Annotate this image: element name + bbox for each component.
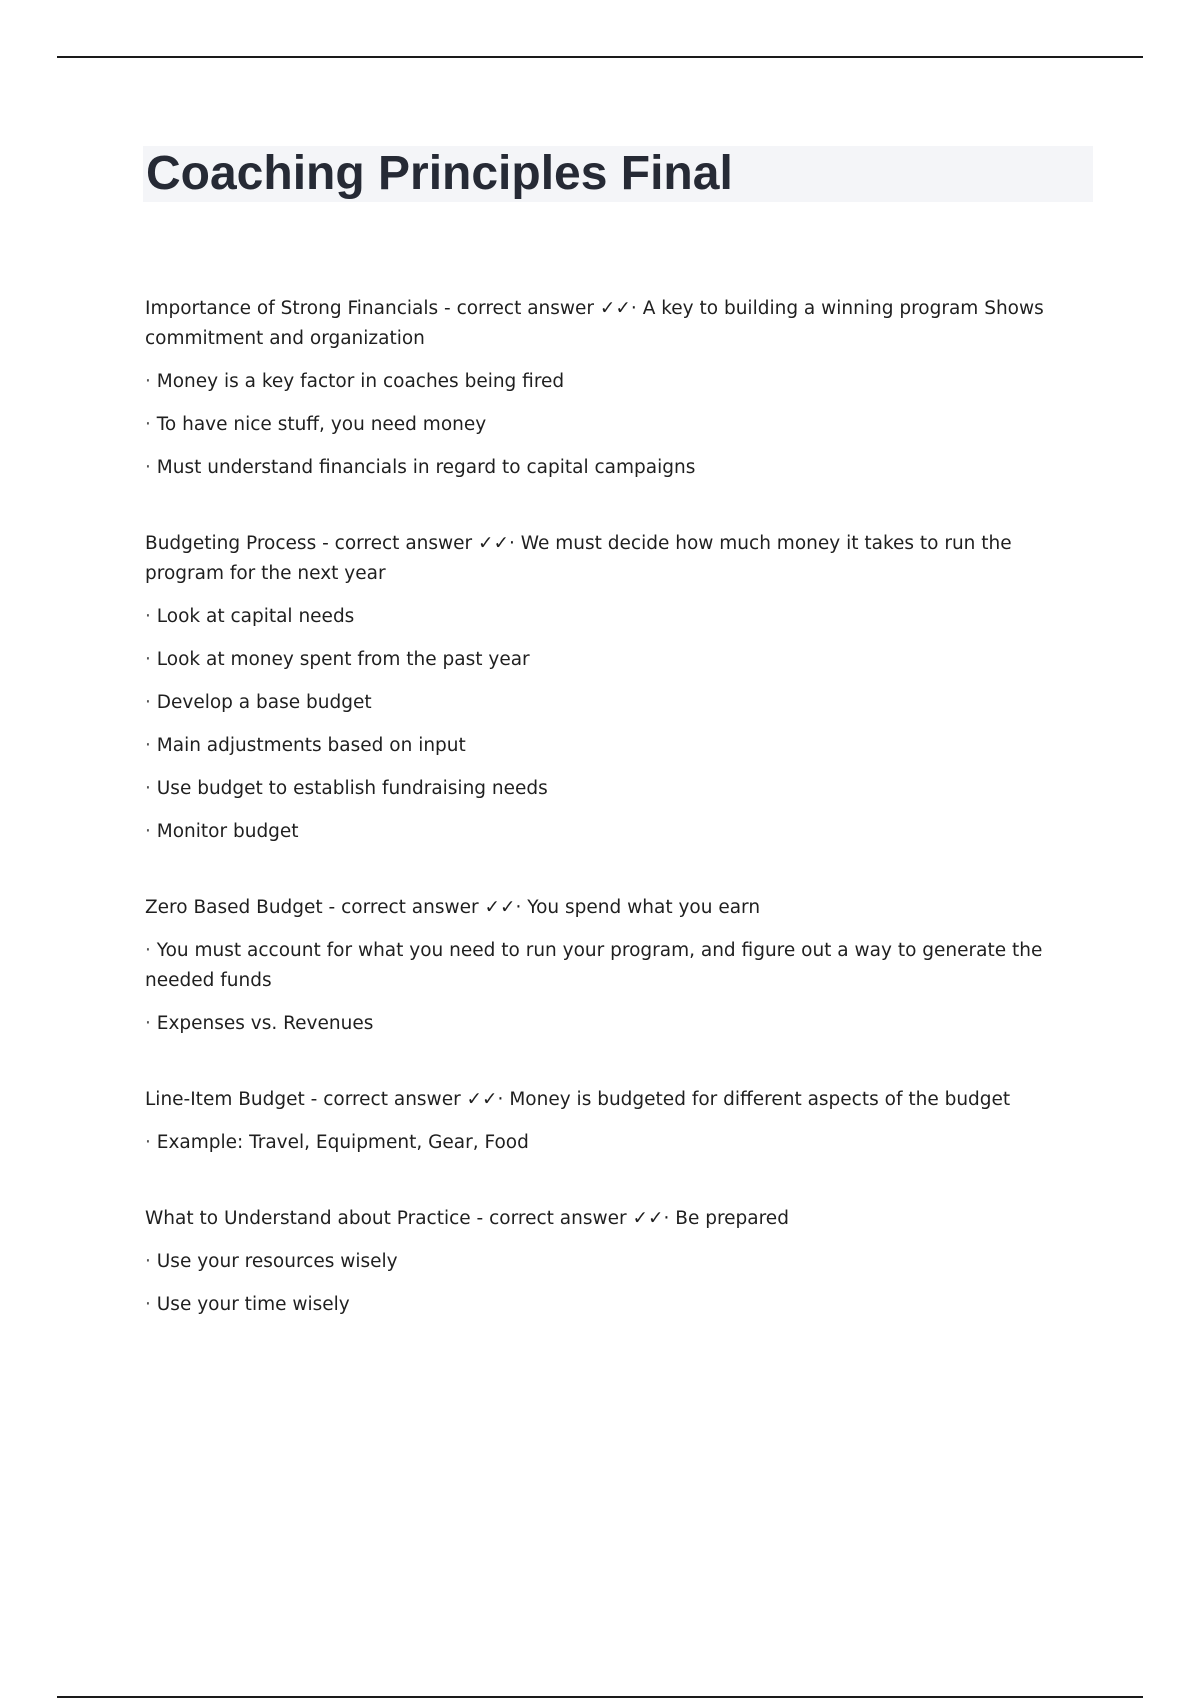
bullet-item: · Must understand financials in regard to capital campaigns [145,453,1095,483]
study-content [145,294,1095,1366]
qa-section [145,893,1095,1039]
bullet-item: · Use your resources wisely [145,1247,1095,1277]
qa-lead: Importance of Strong Financials - correct answer ✓✓· A key to building a winning program Shows commitment and organization [145,298,1044,349]
answer-marker: correct answer ✓✓· [456,298,637,319]
bullet-item: · Develop a base budget [145,688,1095,718]
top-rule [57,56,1143,58]
answer-marker: correct answer ✓✓· [323,1089,504,1110]
qa-term: What to Understand about Practice [145,1208,471,1229]
qa-section [145,1204,1095,1320]
bullet-item: · You must account for what you need to run your program, and figure out a way to generate the needed funds [145,936,1095,996]
bullet-item: · Look at money spent from the past year [145,645,1095,675]
qa-lead: Line-Item Budget - correct answer ✓✓· Money is budgeted for different aspects of the budget [145,1089,1011,1110]
qa-lead: Zero Based Budget - correct answer ✓✓· You spend what you earn [145,897,761,918]
page-title: Coaching Principles Final [146,147,733,200]
qa-answer: A key to building a winning program Shows commitment and organization [145,298,1044,349]
bullet-item: · Monitor budget [145,817,1095,847]
bullet-item: · To have nice stuff, you need money [145,410,1095,440]
qa-section [145,294,1095,483]
bullet-item: · Use budget to establish fundraising needs [145,774,1095,804]
qa-term: Zero Based Budget [145,897,323,918]
qa-lead: What to Understand about Practice - correct answer ✓✓· Be prepared [145,1208,789,1229]
bullet-item: · Main adjustments based on input [145,731,1095,761]
qa-answer: Money is budgeted for different aspects of the budget [509,1089,1011,1110]
qa-section [145,529,1095,847]
qa-answer: You spend what you earn [527,897,761,918]
qa-term: Budgeting Process [145,533,317,554]
qa-lead: Budgeting Process - correct answer ✓✓· We must decide how much money it takes to run the program for the next year [145,533,1012,584]
title-banner [143,146,1093,202]
bottom-rule [57,1696,1143,1698]
bullet-item: · Use your time wisely [145,1290,1095,1320]
qa-term: Line-Item Budget [145,1089,305,1110]
qa-answer: We must decide how much money it takes to run the program for the next year [145,533,1012,584]
answer-marker: correct answer ✓✓· [334,533,515,554]
bullet-item: · Example: Travel, Equipment, Gear, Food [145,1128,1095,1158]
bullet-item: · Money is a key factor in coaches being fired [145,367,1095,397]
answer-marker: correct answer ✓✓· [489,1208,670,1229]
qa-term: Importance of Strong Financials [145,298,439,319]
answer-marker: correct answer ✓✓· [341,897,522,918]
bullet-item: · Look at capital needs [145,602,1095,632]
bullet-item: · Expenses vs. Revenues [145,1009,1095,1039]
qa-answer: Be prepared [675,1208,789,1229]
qa-section [145,1085,1095,1158]
